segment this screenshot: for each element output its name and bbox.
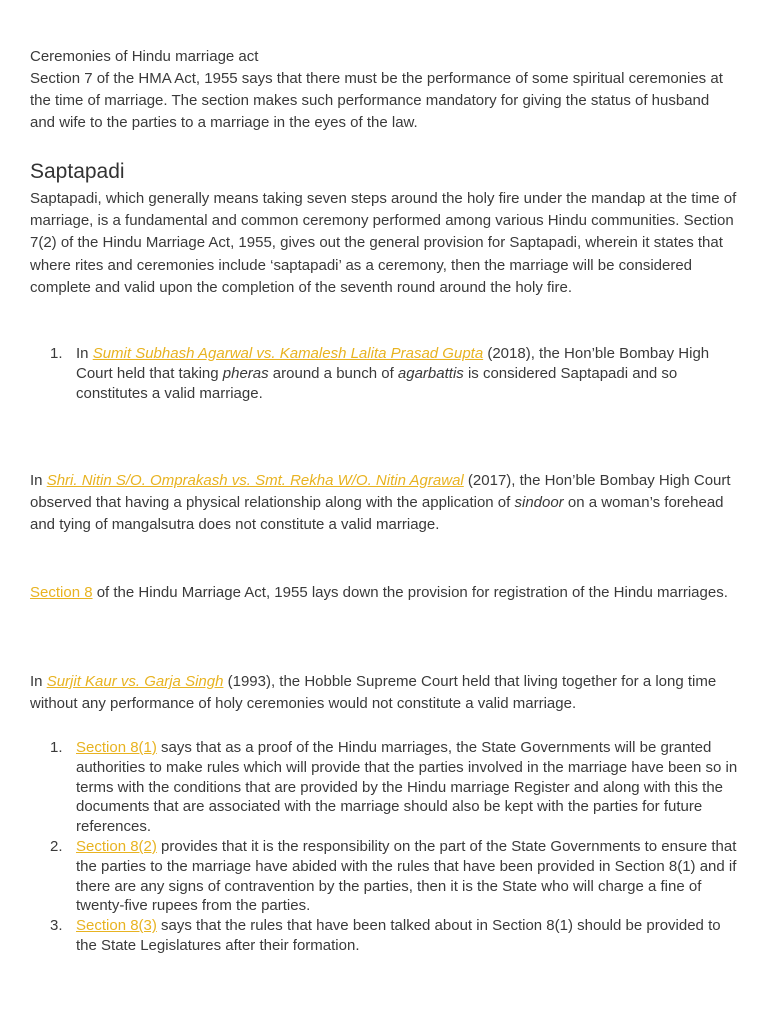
list-number: 1. (50, 345, 63, 362)
surjit-paragraph (30, 671, 738, 715)
list-number: 3. (50, 917, 63, 935)
case-text: is considered Saptapadi and so constitutes a valid marriage. (76, 364, 678, 402)
para-text: (1993), the Hobble Supreme Court held that living together for a long time without any performance of holy ceremonies would not constitute a valid marriage. (30, 673, 717, 713)
case-text: (2018), the Hon’ble Bombay High Court held that taking (76, 345, 710, 382)
case-emphasis-pheras: pheras (222, 364, 269, 382)
para-prefix: In (30, 472, 47, 489)
case-link-sumit-agarwal[interactable]: Sumit Subhash Agarwal vs. Kamalesh Lalita Prasad Gupta (92, 345, 484, 362)
case-text: around a bunch of (268, 364, 398, 382)
intro-paragraph: Section 7 of the HMA Act, 1955 says that there must be the performance of some spiritual ceremonies at the time of marriage. The section makes such performance mandatory for giving the status of husband and wife to the parties to a marriage in the eyes of the law. (30, 70, 723, 132)
emphasis-sindoor: sindoor (514, 494, 564, 512)
para-text: (2017), the Hon’ble Bombay High Court observed that having a physical relationship along with the application of (30, 472, 731, 512)
case-prefix: In (76, 345, 93, 362)
para-text: on a woman’s forehead and tying of mangalsutra does not constitute a valid marriage. (30, 494, 724, 534)
section8-paragraph (30, 582, 738, 604)
saptapadi-heading: Saptapadi (30, 160, 125, 183)
list-item (30, 916, 742, 956)
list-item-text: provides that it is the responsibility on the part of the State Governments to ensure that the parties to the marriage have abided with the rules that have been provided in Section 8(1) and if there are any signs of contravention by the parties, then it is the State who will charge a fine of twenty-five rupees from the parties. (76, 837, 737, 915)
para-prefix: In (30, 673, 47, 690)
saptapadi-paragraph: Saptapadi, which generally means taking seven steps around the holy fire under the mandap at the time of marriage, is a fundamental and common ceremony performed among various Hindu communities. Section 7(2) of the Hindu Marriage Act, 1955, gives out the general provision for Saptapadi, wherein it states that where rites and ceremonies include ‘saptapadi’ as a ceremony, then the marriage will be considered complete and valid upon the completion of the seventh round around the holy fire. (30, 190, 737, 296)
list-item-text: says that as a proof of the Hindu marriages, the State Governments will be granted authorities to make rules which will provide that the parties involved in the marriage have been so in terms with the conditions that are provided by the Hindu marriage Register and along with this the documents that are associated with the marriage should also be kept with the parties for future references. (76, 739, 738, 836)
case-link-nitin-omprakash[interactable]: Shri. Nitin S/O. Omprakash vs. Smt. Rekha W/O. Nitin Agrawal (46, 472, 464, 489)
list-number: 1. (50, 739, 63, 756)
intro-title: Ceremonies of Hindu marriage act (30, 48, 259, 65)
case-link-surjit-kaur[interactable]: Surjit Kaur vs. Garja Singh (46, 673, 224, 690)
section-8-link[interactable]: Section 8 (30, 584, 93, 601)
list-item (30, 738, 742, 837)
list-number: 2. (50, 837, 63, 855)
section-list (30, 738, 742, 956)
para-text: of the Hindu Marriage Act, 1955 lays down the provision for registration of the Hindu marriages. (92, 584, 728, 601)
nitin-paragraph (30, 470, 744, 537)
list-item (30, 344, 738, 403)
section-8-1-link[interactable]: Section 8(1) (76, 739, 157, 756)
section-8-2-link[interactable]: Section 8(2) (76, 837, 157, 855)
list-item-text: says that the rules that have been talked about in Section 8(1) should be provided to the State Legislatures after their formation. (76, 917, 721, 954)
case-list (30, 344, 738, 403)
list-item (30, 837, 742, 916)
case-emphasis-agarbattis: agarbattis (397, 364, 464, 382)
section-8-3-link[interactable]: Section 8(3) (76, 917, 157, 935)
